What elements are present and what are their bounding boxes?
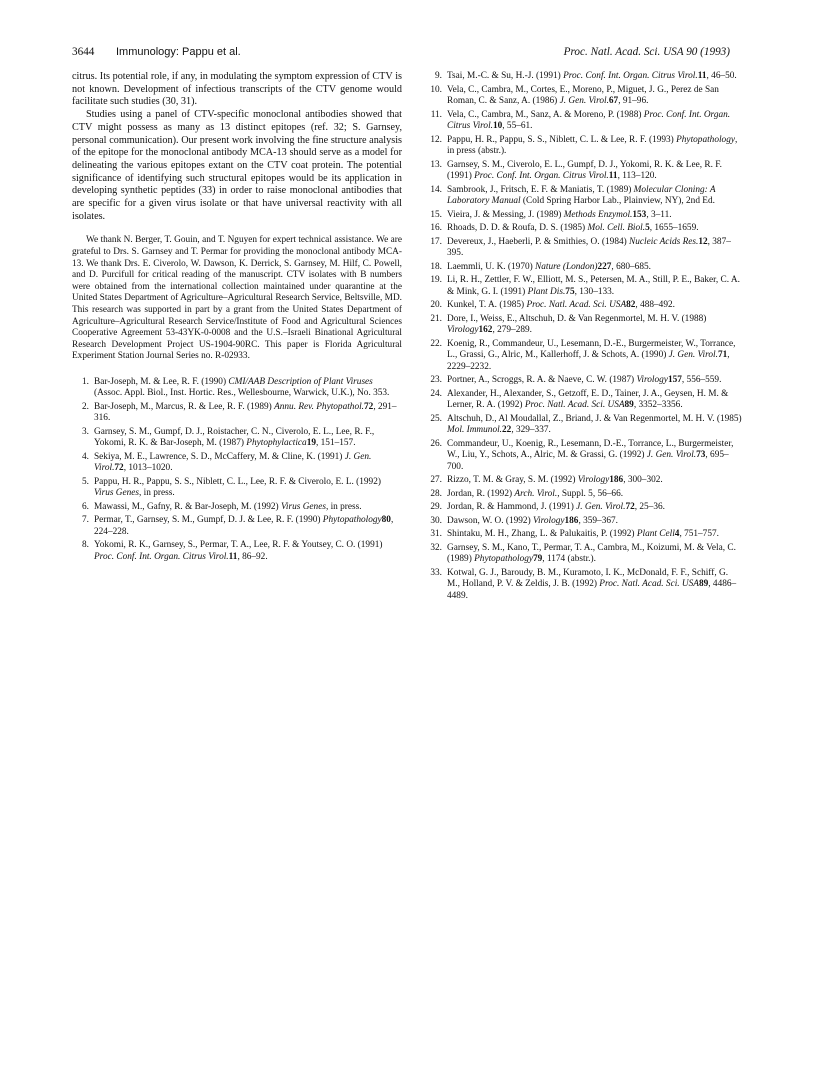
reference-item (425, 339, 743, 374)
reference-number: 16. (430, 223, 442, 233)
reference-details: , 359–367. (578, 515, 618, 526)
reference-number: 30. (430, 515, 442, 526)
page-header (72, 46, 730, 64)
reference-details: , 751–757. (679, 529, 719, 539)
reference-number: 10. (430, 84, 442, 95)
reference-authors: Jordan, R. & Hammond, J. (1991) (447, 502, 577, 512)
reference-details: , 55–61. (502, 121, 533, 131)
reference-number: 8. (82, 540, 89, 551)
reference-details: , 291–316. (94, 401, 397, 424)
reference-journal: Proc. Natl. Acad. Sci. USA (524, 400, 625, 410)
reference-journal: Phytophylactica (246, 438, 307, 449)
reference-journal: Methods Enzymol. (563, 209, 633, 220)
reference-item (72, 377, 402, 400)
reference-journal: Virology (447, 325, 479, 335)
running-title: Immunology: Pappu et al. (116, 46, 241, 58)
reference-number: 2. (82, 401, 89, 412)
reference-number: 15. (430, 209, 442, 220)
reference-journal: J. Gen. Virol. (94, 451, 372, 474)
page-number: 3644 (72, 46, 95, 58)
reference-item (425, 489, 743, 501)
reference-item (72, 502, 402, 514)
reference-authors: Dawson, W. O. (1992) (447, 515, 533, 526)
reference-number: 18. (430, 261, 442, 272)
reference-item (72, 515, 402, 538)
reference-journal: Nature (London) (535, 261, 598, 272)
reference-item (425, 568, 743, 603)
reference-authors: Portner, A., Scroggs, R. A. & Naeve, C. W. (1987) (447, 375, 637, 385)
reference-number: 20. (430, 300, 442, 310)
reference-details: , 329–337. (511, 425, 551, 435)
reference-authors: Mawassi, M., Gafny, R. & Bar-Joseph, M. (1992) (94, 501, 281, 512)
reference-volume: 227 (597, 261, 612, 272)
reference-details: , in press. (325, 501, 362, 512)
reference-number: 28. (430, 488, 442, 499)
reference-authors: Tsai, M.-C. & Su, H.-J. (1991) (447, 71, 564, 81)
right-column (425, 71, 743, 604)
reference-number: 7. (82, 515, 89, 526)
reference-volume: 75 (565, 286, 575, 297)
reference-details: , 91–96. (618, 96, 649, 106)
reference-authors: Shintaku, M. H., Zhang, L. & Palukaitis, P. (1992) (447, 529, 637, 539)
reference-authors: Pappu, H. R., Pappu, S. S., Niblett, C. L., Lee, R. F. & Civerolo, E. L. (1992) (94, 476, 381, 487)
reference-details: , 46–50. (706, 71, 737, 81)
reference-item (425, 375, 743, 387)
reference-number: 4. (82, 451, 89, 462)
reference-journal: Proc. Conf. Int. Organ. Citrus Virol. (563, 71, 698, 81)
reference-item (425, 85, 743, 108)
reference-item (425, 223, 743, 235)
reference-volume: 186 (564, 515, 579, 526)
reference-details: , 1655–1659. (649, 223, 699, 233)
reference-volume: 89 (698, 579, 709, 589)
reference-journal: Phytopathology (676, 134, 735, 145)
reference-journal: Annu. Rev. Phytopathol. (274, 401, 365, 412)
reference-details: , 387–395. (447, 236, 731, 258)
reference-details: , 3352–3356. (633, 400, 683, 410)
reference-volume: 82 (626, 300, 636, 310)
reference-volume: 22 (502, 425, 512, 435)
reference-authors: Garnsey, S. M., Civerolo, E. L., Gumpf, D. J., Yokomi, R. K. & Lee, R. F. (1991) (447, 159, 722, 181)
reference-number: 26. (430, 438, 442, 449)
reference-item (425, 516, 743, 528)
reference-details: , 3–11. (646, 209, 672, 220)
reference-details: , 151–157. (316, 438, 356, 449)
reference-number: 25. (430, 413, 442, 424)
reference-number: 31. (430, 529, 442, 539)
reference-item (425, 262, 743, 274)
reference-authors: Sambrook, J., Fritsch, E. F. & Maniatis, T. (1989) (447, 184, 634, 195)
reference-item (425, 135, 743, 158)
reference-authors: Altschuh, D., Al Moudallal, Z., Briand, J. & Van Regenmortel, M. H. V. (1985) (447, 413, 742, 424)
reference-item (425, 160, 743, 183)
acknowledgment: We thank N. Berger, T. Gouin, and T. Nguyen for expert technical assistance. We are grateful to Drs. S. Garnsey and T. Permar for providing the monoclonal antibody MCA-13. We thank Drs. E. Civerolo, W. Dawson, K. Derrick, S. Garnsey, M. Hilf, C. Powell, and D. Purcifull for critical reading of the manuscript. CTV isolates with B numbers were obtained from the international collection maintained under quarantine at the United States Department of Agriculture–Agricultural Research Service, Beltsville, MD. This research was supported in part by a grant from the United States Department of Agriculture–Agricultural Research Service/Institute of Food and Agricultural Sciences Cooperative Agreement 53-43YK-0-0008 and the U.S.–Israeli Binational Agricultural Research Development Project US-1904-90RC. This paper is Florida Agricultural Experiment Station Journal Series no. R-02933. (72, 235, 402, 362)
reference-item (72, 540, 402, 563)
reference-item (425, 210, 743, 222)
reference-details: , Suppl. 5, 56–66. (557, 488, 624, 499)
reference-volume: 89 (624, 400, 634, 410)
reference-journal: J. Gen. Virol. (559, 96, 609, 106)
reference-journal: Proc. Conf. Int. Organ. Citrus Virol. (474, 171, 609, 181)
reference-number: 21. (430, 313, 442, 324)
reference-number: 1. (82, 376, 89, 387)
reference-item (425, 439, 743, 474)
reference-details: , 556–559. (681, 375, 722, 385)
reference-authors: Devereux, J., Haeberli, P. & Smithies, O. (1984) (447, 236, 630, 247)
reference-journal: Arch. Virol. (514, 488, 558, 499)
reference-journal: Virology (577, 475, 610, 485)
reference-volume: 10 (492, 121, 503, 131)
left-column (72, 71, 402, 565)
reference-authors: Garnsey, S. M., Gumpf, D. J., Roistacher, C. N., Civerolo, E. L., Lee, R. F., Yokomi, R. K. & Bar-Joseph, M. (1987) (94, 426, 375, 449)
reference-volume: 72 (114, 463, 124, 474)
reference-details: , 695–700. (447, 450, 729, 472)
reference-number: 29. (430, 502, 442, 512)
reference-volume: 5 (645, 223, 650, 233)
reference-number: 32. (430, 542, 442, 553)
reference-volume: 4 (674, 529, 680, 539)
reference-journal: Nucleic Acids Res. (629, 236, 699, 247)
reference-details: (Assoc. Appl. Biol., Inst. Hortic. Res., Wellesbourne, Warwick, U.K.), No. 353. (94, 388, 390, 399)
reference-volume: 79 (533, 554, 543, 564)
reference-number: 24. (430, 388, 442, 399)
reference-authors: Dore, I., Weiss, E., Altschuh, D. & Van Regenmortel, M. H. V. (1988) (447, 313, 707, 324)
reference-journal: Mol. Immunol. (447, 425, 503, 435)
reference-number: 14. (430, 184, 442, 195)
reference-number: 5. (82, 476, 89, 487)
reference-item (72, 452, 402, 475)
reference-number: 22. (430, 338, 442, 349)
reference-journal: Virology (533, 515, 565, 526)
reference-item (425, 529, 743, 541)
reference-item (425, 71, 743, 83)
reference-volume: 71 (717, 350, 728, 360)
reference-number: 11. (430, 109, 442, 120)
reference-authors: Kotwal, G. J., Baroudy, B. M., Kuramoto, I. K., McDonald, F. F., Schiff, G. M., Holland, P. V. & Zeldis, J. B. (1992) (447, 567, 729, 589)
reference-item (425, 389, 743, 412)
reference-authors: Rhoads, D. D. & Roufa, D. S. (1985) (447, 223, 588, 233)
reference-details: , 488–492. (635, 300, 675, 310)
reference-journal: Molecular Cloning: A Laboratory Manual (447, 184, 716, 206)
reference-volume: 157 (667, 375, 682, 385)
reference-item (425, 502, 743, 514)
reference-journal: Mol. Cell. Biol. (587, 223, 646, 233)
reference-journal: Phytopathology (322, 515, 382, 526)
reference-authors: Bar-Joseph, M. & Lee, R. F. (1990) (94, 376, 229, 387)
reference-volume: 73 (696, 450, 706, 460)
reference-volume: 72 (625, 502, 635, 512)
reference-volume: 12 (698, 236, 708, 247)
reference-list-right (425, 71, 743, 602)
reference-number: 3. (82, 426, 89, 437)
reference-number: 6. (82, 501, 89, 512)
reference-volume: 11 (608, 171, 618, 181)
reference-volume: 80 (381, 515, 391, 526)
reference-details: , in press (abstr.). (447, 134, 738, 156)
reference-authors: Commandeur, U., Koenig, R., Lesemann, D.-E., Torrance, L., Burgermeister, W., Liu, Y., Schots, A., Alric, M. & Grassi, G. (1992) (447, 438, 734, 460)
reference-details: , 86–92. (237, 551, 268, 562)
reference-authors: Alexander, H., Alexander, S., Getzoff, E. D., Tainer, J. A., Geysen, H. M. & Lerner, R. A. (1992) (447, 388, 729, 410)
reference-number: 27. (430, 475, 442, 485)
body-paragraph: citrus. Its potential role, if any, in modulating the symptom expression of CTV is not known. Development of infectious transcripts of the CTV genome would facilitate such studies (30, 31). (72, 71, 402, 108)
reference-number: 12. (430, 134, 442, 145)
reference-authors: Sekiya, M. E., Lawrence, S. D., McCaffery, M. & Cline, K. (1991) (94, 451, 345, 462)
reference-item (425, 475, 743, 487)
reference-journal: J. Gen. Virol. (668, 350, 718, 360)
reference-item (425, 543, 743, 566)
reference-details: (Cold Spring Harbor Lab., Plainview, NY), 2nd Ed. (520, 196, 715, 206)
reference-authors: Koenig, R., Commandeur, U., Lesemann, D.-E., Burgermeister, W., Torrance, L., Grassi, G., Alric, M., Kallerhoff, J. & Schots, A. (1990) (447, 338, 736, 360)
reference-journal: Proc. Conf. Int. Organ. Citrus Virol. (447, 109, 731, 131)
reference-details: , 1013–1020. (123, 463, 173, 474)
reference-details: , 279–289. (492, 325, 532, 335)
reference-details: , 680–685. (611, 261, 651, 272)
reference-authors: Vela, C., Cambra, M., Cortes, E., Moreno, P., Miguet, J. G., Perez de San Roman, C. & Sanz, A. (1986) (447, 84, 719, 106)
reference-volume: 186 (609, 475, 624, 485)
reference-authors: Li, R. H., Zettler, F. W., Elliott, M. S., Petersen, M. A., Still, P. E., Baker, C. A. & Mink, G. I. (1991) (447, 275, 740, 297)
reference-details: , 300–302. (623, 475, 663, 485)
reference-number: 23. (430, 375, 442, 385)
reference-details: , 4486–4489. (447, 579, 737, 601)
reference-item (72, 427, 402, 450)
reference-authors: Yokomi, R. K., Garnsey, S., Permar, T. A., Lee, R. F. & Youtsey, C. O. (1991) (94, 540, 383, 551)
reference-authors: Vela, C., Cambra, M., Sanz, A. & Moreno, P. (1988) (447, 109, 644, 120)
reference-details: , 2229–2232. (447, 350, 730, 372)
reference-volume: 153 (632, 209, 647, 220)
reference-item (425, 414, 743, 437)
reference-details: , 113–120. (617, 171, 657, 181)
reference-item (72, 402, 402, 425)
reference-authors: Garnsey, S. M., Kano, T., Permar, T. A., Cambra, M., Koizumi, M. & Vela, C. (1989) (447, 542, 736, 564)
reference-item (425, 314, 743, 337)
reference-number: 9. (435, 71, 442, 81)
reference-authors: Rizzo, T. M. & Gray, S. M. (1992) (447, 475, 578, 485)
reference-volume: 67 (608, 96, 619, 106)
reference-authors: Bar-Joseph, M., Marcus, R. & Lee, R. F. (1989) (94, 401, 275, 412)
reference-item (425, 275, 743, 298)
reference-journal: Proc. Natl. Acad. Sci. USA (599, 579, 699, 589)
reference-volume: 72 (364, 401, 374, 412)
reference-authors: Pappu, H. R., Pappu, S. S., Niblett, C. L. & Lee, R. F. (1993) (447, 134, 677, 145)
journal-citation: Proc. Natl. Acad. Sci. USA 90 (1993) (563, 46, 730, 58)
reference-journal: J. Gen. Virol. (646, 450, 697, 460)
reference-journal: Phytopathology (474, 554, 533, 564)
reference-list-left (72, 377, 402, 564)
reference-item (72, 477, 402, 500)
reference-details: , 1174 (abstr.). (542, 554, 596, 564)
reference-authors: Permar, T., Garnsey, S. M., Gumpf, D. J. & Lee, R. F. (1990) (94, 515, 323, 526)
reference-journal: Plant Cell (636, 529, 675, 539)
reference-number: 17. (430, 236, 442, 247)
reference-journal: Proc. Natl. Acad. Sci. USA (526, 300, 627, 310)
reference-authors: Vieira, J. & Messing, J. (1989) (447, 209, 564, 220)
reference-journal: Virus Genes (94, 488, 140, 499)
reference-journal: Virus Genes (280, 501, 326, 512)
reference-details: , in press. (139, 488, 175, 499)
reference-journal: Virology (636, 375, 668, 385)
reference-number: 19. (430, 275, 442, 285)
reference-journal: Plant Dis. (527, 286, 566, 297)
reference-volume: 19 (306, 438, 316, 449)
reference-journal: Proc. Conf. Int. Organ. Citrus Virol. (94, 551, 229, 562)
reference-authors: Kunkel, T. A. (1985) (447, 300, 527, 310)
reference-volume: 162 (478, 325, 493, 335)
reference-number: 13. (430, 159, 442, 170)
reference-details: , 224–228. (94, 515, 394, 537)
reference-volume: 11 (228, 551, 238, 562)
reference-authors: Jordan, R. (1992) (447, 488, 515, 499)
reference-journal: J. Gen. Virol. (576, 502, 626, 512)
reference-item (425, 185, 743, 208)
reference-number: 33. (430, 567, 442, 578)
reference-authors: Laemmli, U. K. (1970) (447, 261, 536, 272)
reference-details: , 130–133. (574, 286, 615, 297)
reference-volume: 11 (697, 71, 707, 81)
reference-journal: CMI/AAB Description of Plant Viruses (228, 376, 373, 387)
reference-item (425, 237, 743, 260)
body-paragraph: Studies using a panel of CTV-specific monoclonal antibodies showed that CTV might possess as many as 13 distinct epitopes (ref. 32; S. Garnsey, personal communication). Our present work involving the fine structure analysis of the epitope for the monoclonal antibody MCA-13 should serve as a model for delineating the various epitopes extant on the CTV coat protein. The potential significance of identifying such structural epitopes would be its application in developing synthetic peptides (33) in order to raise monoclonal antibodies that are specific for a given virus isolate or that have universal reactivity with all isolates. (72, 109, 402, 222)
reference-item (425, 300, 743, 312)
reference-item (425, 110, 743, 133)
reference-details: , 25–36. (634, 502, 665, 512)
